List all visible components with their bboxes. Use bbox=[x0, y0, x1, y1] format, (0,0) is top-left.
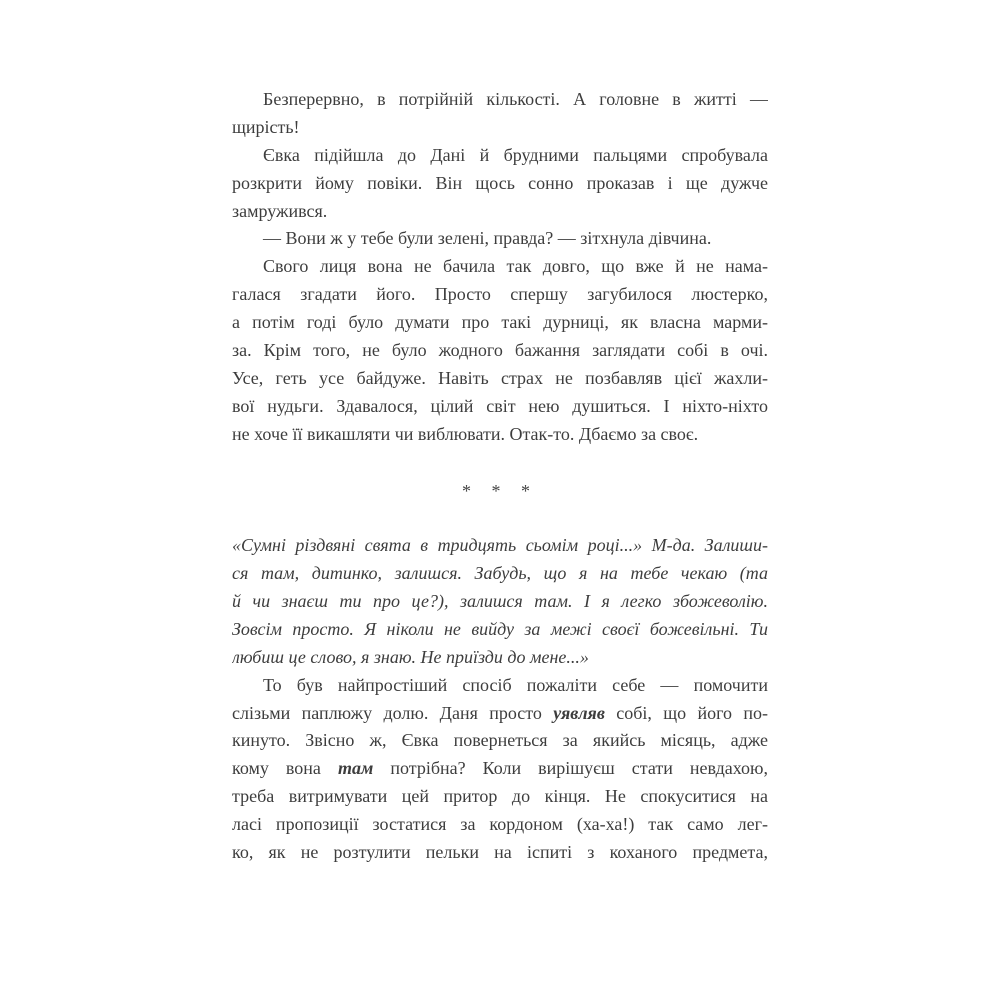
section-separator: * * * bbox=[462, 481, 538, 502]
text-segment: слізьми паплюжу долю. Даня просто bbox=[232, 702, 554, 723]
text-segment: кому вона bbox=[232, 758, 338, 779]
quote-line: ся там, дитинко, залишся. Забудь, що я на тебе чекаю (та bbox=[232, 563, 768, 584]
text-line: Євка підійшла до Дані й брудними пальцями спробувала bbox=[263, 144, 768, 165]
text-line: за. Крім того, не було жодного бажання заглядати собі в очі. bbox=[232, 340, 768, 361]
dialogue-line: — Вони ж у тебе були зелені, правда? — зітхнула дівчина. bbox=[263, 228, 712, 249]
text-line: Усе, геть усе байдуже. Навіть страх не позбавляв цієї жахли- bbox=[232, 367, 768, 388]
quote-line: Зовсім просто. Я ніколи не вийду за межі своєї божевільні. Ти bbox=[232, 618, 768, 639]
text-line: кинуто. Звісно ж, Євка повернеться за якийсь місяць, адже bbox=[232, 730, 768, 751]
text-line: щирість! bbox=[232, 116, 300, 137]
emphasized-word: там bbox=[337, 758, 374, 779]
text-segment: собі, що його по- bbox=[604, 702, 768, 723]
text-line bbox=[232, 755, 768, 783]
page-text-block bbox=[232, 86, 768, 867]
text-line: треба витримувати цей притор до кінця. Не спокуситися на bbox=[232, 786, 768, 807]
text-line: ко, як не розтулити пельки на іспиті з коханого предмета, bbox=[232, 842, 768, 863]
text-line bbox=[232, 700, 768, 728]
text-segment: потрібна? Коли вирішуєш стати невдахою, bbox=[373, 758, 768, 779]
text-line: а потім годі було думати про такі дурниці, як власна марми- bbox=[232, 312, 768, 333]
quote-line: «Сумні різдвяні свята в тридцять сьомім році...» М-да. Залиши- bbox=[232, 535, 768, 556]
text-line: вої нудьги. Здавалося, цілий світ нею душиться. І ніхто-ніхто bbox=[232, 395, 768, 416]
text-line: Свого лиця вона не бачила так довго, що вже й не нама- bbox=[263, 256, 768, 277]
blank-line bbox=[232, 449, 768, 477]
text-line: Безперервно, в потрійній кількості. А головне в житті — bbox=[263, 89, 768, 109]
text-line: замружився. bbox=[232, 200, 328, 221]
quote-line: й чи знаєш ти про це?), залишся там. І я легко збожеволію. bbox=[232, 591, 768, 612]
text-line: галася згадати його. Просто спершу загубилося люстерко, bbox=[232, 284, 768, 305]
text-line: ласі пропозиції зостатися за кордоном (ха-ха!) так само лег- bbox=[232, 814, 768, 835]
blank-line bbox=[232, 504, 768, 532]
text-line: розкрити йому повіки. Він щось сонно проказав і ще дужче bbox=[232, 172, 768, 193]
text-line: не хоче її викашляти чи виблювати. Отак-то. Дбаємо за своє. bbox=[232, 423, 699, 444]
quote-line: любиш це слово, я знаю. Не приїзди до мене...» bbox=[232, 646, 589, 667]
text-line: То був найпростіший спосіб пожаліти себе — помочити bbox=[263, 674, 768, 695]
emphasized-word: уявляв bbox=[553, 702, 605, 723]
